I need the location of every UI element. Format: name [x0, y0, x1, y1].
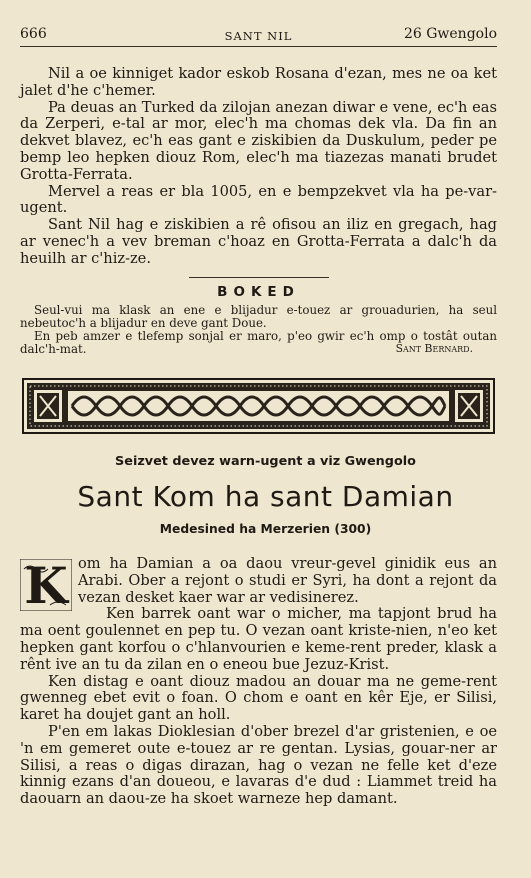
quote-signature: Sant Bernard. — [395, 341, 473, 355]
paragraph: Nil a oe kinniget kador eskob Rosana d'ezan, mes ne oa ket jalet d'he c'hemer. — [20, 65, 497, 99]
quote-line — [20, 330, 497, 356]
header-date: 26 Gwengolo — [403, 26, 497, 42]
quote-line: Seul-vui ma klask an ene e blijadur e-touez ar grouadurien, ha seul nebeutoc'h a blijadur en deve gant Doue. — [20, 303, 497, 331]
story-subtitle: Medesined ha Merzerien (300) — [159, 522, 372, 536]
drop-cap-letter: K — [24, 559, 68, 611]
corner-left-ornament — [34, 390, 62, 422]
lead-text: om ha Damian a oa daou vreur-gevel ginidik eus an Arabi. Ober a rejont o studi er Syri, ha dont a rejont da vezan desket kaer war ar vedisinerez. — [78, 555, 497, 606]
lead-paragraph — [20, 555, 497, 611]
section-heading: Seizvet devez warn-ugent a viz Gwengolo — [115, 454, 416, 469]
boked-quote — [20, 304, 497, 355]
saint-nil-text — [20, 66, 497, 356]
corner-right-ornament — [455, 390, 483, 422]
paragraph: Ken distag e oant diouz madou an douar ma ne geme-rent gwenneg ebet evit o foan. O chom e oant en kêr Eje, er Silisi, karet ha doujet gant an holl. — [20, 672, 497, 724]
separator-rule — [189, 277, 329, 278]
paragraph: Pa deuas an Turked da zilojan anezan diwar e vene, ec'h eas da Zerperi, e-tal ar mor, elec'h ma chomas dek vla. Da fin an dekvet blavez, ec'h eas gant e ziskibien da Duskulum, peder pe bemp leo hepken diouz Rom, elec'h ma tiazezas manati brudet Grotta-Ferrata. — [20, 98, 497, 183]
paragraph: Mervel a reas er bla 1005, en e bempzekvet vla ha pe-var-ugent. — [20, 182, 497, 217]
celtic-knot-ornament — [22, 378, 495, 434]
page-number: 666 — [20, 26, 47, 42]
boked-heading: BOKED — [217, 283, 300, 300]
paragraph: P'en em lakas Dioklesian d'ober brezel d'ar gristenien, e oe 'n em gemeret oute e-touez ar re gentan. Lysias, gouar-ner ar Silisi, a reas o digas dirazan, hag o vezan ne felle ket d'eze kinnig ezans d'an doueou, e lavaras d'e dud : Liammet treid ha daouarn an daou-ze ha skoet warneze hep damant. — [20, 722, 497, 808]
page-header — [20, 26, 497, 46]
header-rule — [20, 46, 497, 47]
quote-line-text: En peb amzer e tlefemp sonjal er maro, p'eo gwir ec'h omp o tostât outan dalc'h-mat. — [20, 328, 497, 356]
paragraph: Sant Nil hag e ziskibien a rê ofisou an iliz en gregach, hag ar venec'h a vev breman c'hoaz en Grotta-Ferrata a dalc'h da heuilh ar c'hiz-ze. — [20, 216, 497, 267]
saints-story-text — [20, 556, 497, 808]
story-title: Sant Kom ha sant Damian — [77, 480, 454, 513]
drop-cap-k — [20, 559, 72, 611]
paragraph: Ken barrek oant war o micher, ma tapjont brud ha ma oent goulennet en pep tu. O vezan oant kriste-nien, n'eo ket hepken gant korfou o c'hlanvourien e keme-rent preder, klask a rênt ive an tu da zilan en o eneou bue Jezuz-Krist. — [20, 605, 497, 673]
running-title: SANT NIL — [224, 29, 293, 43]
